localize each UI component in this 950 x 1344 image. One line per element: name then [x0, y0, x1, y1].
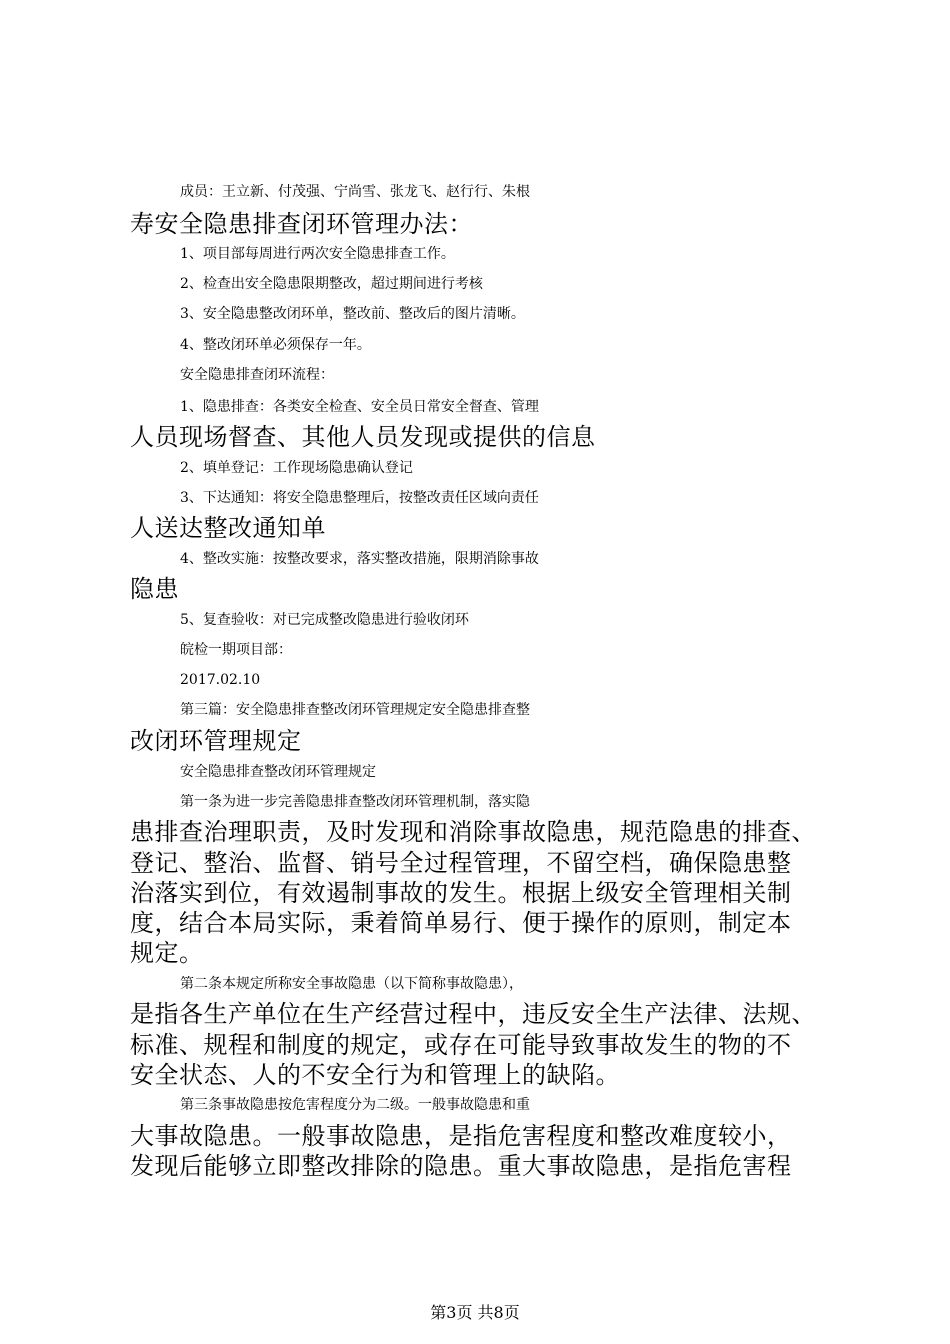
text-line: 第三条事故隐患按危害程度分为二级。一般事故隐患和重 — [180, 1097, 530, 1113]
text-line: 安全隐患排查闭环流程： — [180, 367, 334, 383]
text-line: 度，结合本局实际，秉着简单易行、便于操作的原则，制定本 — [130, 909, 792, 937]
text-line: 2、填单登记：工作现场隐患确认登记 — [180, 460, 413, 476]
text-line: 2017.02.10 — [180, 672, 261, 688]
page-number-footer: 第3页 共8页 — [430, 1303, 520, 1322]
text-line: 人送达整改通知单 — [130, 514, 326, 542]
text-line: 3、下达通知：将安全隐患整理后，按整改责任区域向责任 — [180, 490, 539, 506]
text-line: 规定。 — [130, 939, 204, 967]
text-line: 第一条为进一步完善隐患排查整改闭环管理机制，落实隐 — [180, 794, 530, 810]
text-line: 安全状态、人的不安全行为和管理上的缺陷。 — [130, 1061, 620, 1089]
text-line: 3、安全隐患整改闭环单，整改前、整改后的图片清晰。 — [180, 306, 525, 322]
text-line: 是指各生产单位在生产经营过程中，违反安全生产法律、法规、 — [130, 1000, 816, 1028]
text-line: 第二条本规定所称安全事故隐患（以下简称事故隐患）， — [180, 976, 523, 992]
text-line: 5、复查验收：对已完成整改隐患进行验收闭环 — [180, 612, 469, 628]
text-line: 治落实到位，有效遏制事故的发生。根据上级安全管理相关制 — [130, 879, 792, 907]
document-title: 安全隐患排查整改闭环管理规定 — [180, 764, 376, 780]
section-heading: 第三篇：安全隐患排查整改闭环管理规定安全隐患排查整 — [180, 702, 530, 718]
text-line: 1、项目部每周进行两次安全隐患排查工作。 — [180, 246, 455, 262]
text-line: 患排查治理职责，及时发现和消除事故隐患，规范隐患的排查、 — [130, 818, 816, 846]
text-line: 标准、规程和制度的规定，或存在可能导致事故发生的物的不 — [130, 1031, 792, 1059]
text-line: 4、整改闭环单必须保存一年。 — [180, 337, 371, 353]
text-line: 发现后能够立即整改排除的隐患。重大事故隐患，是指危害程 — [130, 1152, 792, 1180]
text-line: 1、隐患排查：各类安全检查、安全员日常安全督查、管理 — [180, 399, 539, 415]
text-line: 皖检一期项目部： — [180, 642, 292, 658]
text-line: 隐患 — [130, 575, 179, 603]
text-line: 大事故隐患。一般事故隐患，是指危害程度和整改难度较小， — [130, 1122, 792, 1150]
text-line: 寿安全隐患排查闭环管理办法： — [130, 210, 473, 238]
text-line: 人员现场督查、其他人员发现或提供的信息 — [130, 423, 596, 451]
section-heading: 改闭环管理规定 — [130, 727, 302, 755]
text-line: 成员：王立新、付茂强、宁尚雪、张龙飞、赵行行、朱根 — [180, 184, 530, 200]
text-line: 登记、整治、监督、销号全过程管理，不留空档，确保隐患整 — [130, 849, 792, 877]
text-line: 4、整改实施：按整改要求，落实整改措施，限期消除事故 — [180, 551, 539, 567]
text-line: 2、检查出安全隐患限期整改，超过期间进行考核 — [180, 276, 483, 292]
